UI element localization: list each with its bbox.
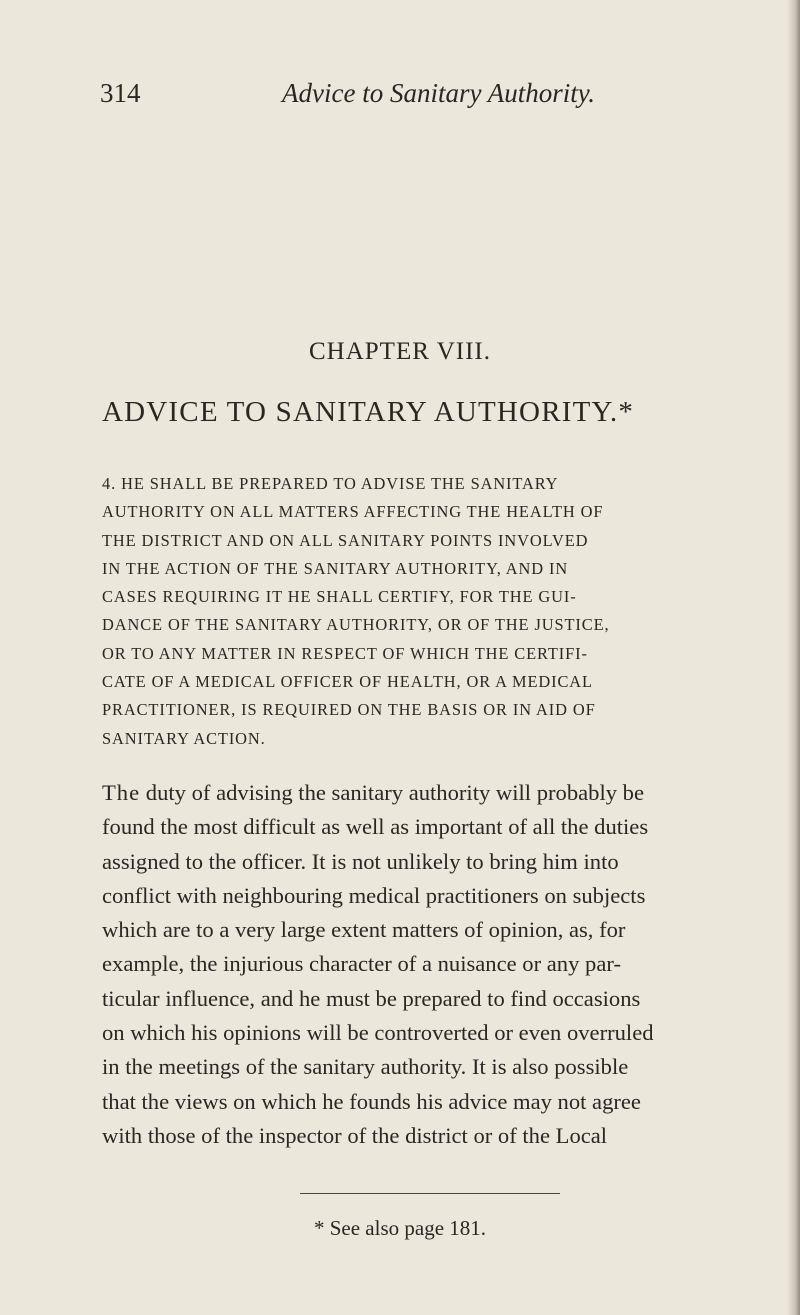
chapter-title: ADVICE TO SANITARY AUTHORITY.* [102, 396, 635, 428]
regulation-line: CATE OF A MEDICAL OFFICER OF HEALTH, OR A MEDICAL [102, 672, 593, 692]
running-head: Advice to Sanitary Authority. [282, 78, 595, 108]
body-line: on which his opinions will be controverted or even overruled [102, 1020, 654, 1046]
body-line: with those of the inspector of the district or of the Local [102, 1122, 608, 1148]
chapter-number: CHAPTER VIII. [309, 338, 491, 365]
body-line: which are to a very large extent matters of opinion, as, for [102, 917, 626, 943]
regulation-line: THE DISTRICT AND ON ALL SANITARY POINTS INVOLVED [102, 530, 589, 550]
footnote-divider [300, 1193, 560, 1194]
regulation-line: PRACTITIONER, IS REQUIRED ON THE BASIS OR IN AID OF [102, 700, 596, 720]
body-line [102, 776, 766, 810]
regulation-line: AUTHORITY ON ALL MATTERS AFFECTING THE HEALTH OF [102, 502, 604, 522]
body-paragraph [102, 776, 766, 1153]
regulation-line: 4. HE SHALL BE PREPARED TO ADVISE THE SANITARY [102, 474, 559, 493]
body-line: assigned to the officer. It is not unlikely to bring him into [102, 848, 619, 874]
body-line: example, the injurious character of a nuisance or any par- [102, 951, 621, 977]
regulation-line: CASES REQUIRING IT HE SHALL CERTIFY, FOR THE GUI- [102, 587, 577, 607]
body-line-text: duty of advising the sanitary authority will probably be [140, 780, 645, 805]
body-line: found the most difficult as well as important of all the duties [102, 814, 649, 840]
regulation-line: IN THE ACTION OF THE SANITARY AUTHORITY, AND IN [102, 558, 569, 578]
body-line: in the meetings of the sanitary authority. It is also possible [102, 1054, 629, 1080]
footnote: * See also page 181. [313, 1216, 487, 1240]
page-edge-shadow [788, 0, 800, 1315]
body-line: conflict with neighbouring medical practitioners on subjects [102, 882, 646, 908]
regulation-line: SANITARY ACTION. [102, 728, 266, 748]
paragraph-lead-word: The [102, 780, 141, 805]
body-line: that the views on which he founds his advice may not agree [102, 1088, 641, 1114]
page-number: 314 [100, 78, 141, 108]
page-header [0, 78, 800, 118]
regulation-line: DANCE OF THE SANITARY AUTHORITY, OR OF THE JUSTICE, [102, 615, 610, 635]
body-line: ticular influence, and he must be prepared to find occasions [102, 985, 641, 1011]
regulation-line: OR TO ANY MATTER IN RESPECT OF WHICH THE CERTIFI- [102, 643, 588, 663]
regulation-text [102, 470, 762, 753]
